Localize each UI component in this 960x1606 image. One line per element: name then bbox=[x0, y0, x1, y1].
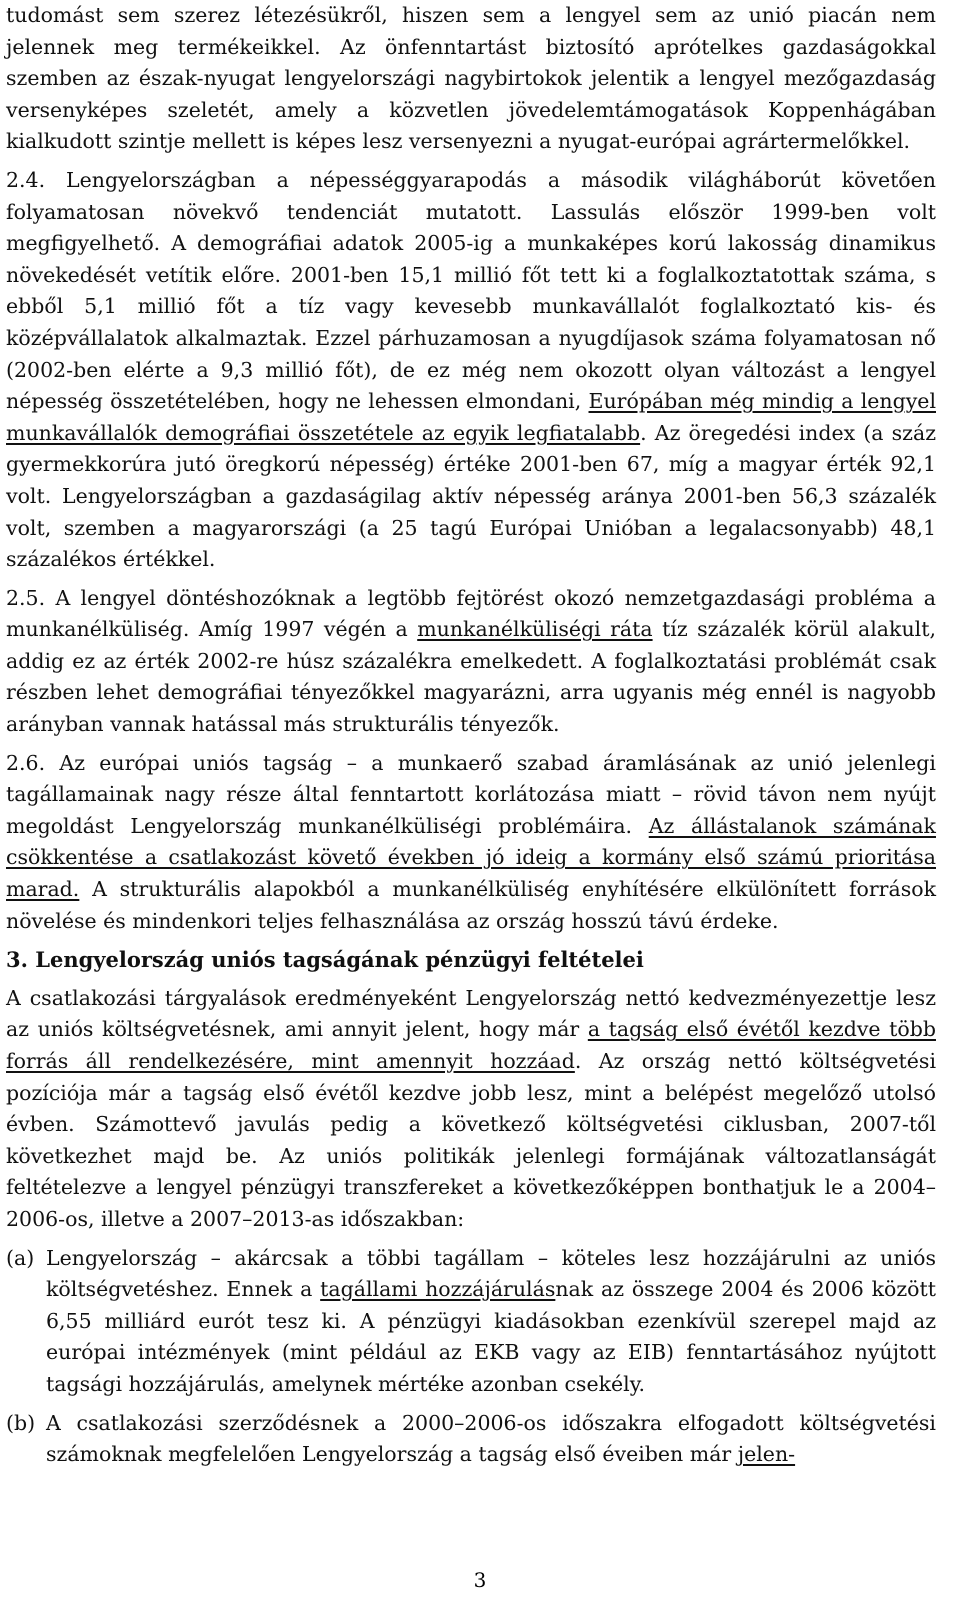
document-page bbox=[6, 0, 936, 1471]
text: A csatlakozási tárgyalások eredményeként Lengyelország nettó kedvezményezettje lesz az uniós költségvetésnek, ami annyit jelent, hogy már bbox=[6, 985, 936, 1042]
text: tíz százalék körül alakult, addig ez az érték 2002-re húsz százalékra emelkedett. A foglalkoztatási problémát csak részben lehet demográfiai tényezőkkel magyarázni, arra ugyanis még ennél is nagyobb arányban vannak hatással más strukturális tényezők. bbox=[6, 617, 936, 737]
page-number: 3 bbox=[473, 1568, 487, 1592]
list-label: (b) bbox=[6, 1410, 36, 1435]
section-3-heading: 3. Lengyelország uniós tagságának pénzügyi feltételei bbox=[6, 947, 644, 973]
section-2-6 bbox=[6, 748, 936, 938]
list-item-a bbox=[6, 1243, 936, 1401]
section-number: 2.4. bbox=[6, 167, 46, 192]
section-2-4 bbox=[6, 165, 936, 576]
text: Az európai uniós tagság – a munkaerő szabad áramlásának az unió jelenlegi tagállamainak nagy része által fenntartott korlátozása miatt – rövid távon nem nyújt megoldást Lengyelország munkanélküliségi problémáira. bbox=[6, 750, 936, 838]
underlined-text: jelen- bbox=[737, 1442, 796, 1467]
list-text bbox=[46, 1408, 936, 1471]
list-item-b bbox=[6, 1408, 936, 1471]
text: . Az ország nettó költségvetési pozíciója már a tagság első évétől kezdve jobb lesz, mint a belépést megelőző utolsó évben. Számottevő javulás pedig a következő költségvetési ciklusban, 2007-től következhet majd be. Az uniós politikák jelenlegi formájának változatlanságát feltételezve a lengyel pénzügyi transzfereket a következőképpen bonthatjuk le a 2004–2006-os, illetve a 2007–2013-as időszakban: bbox=[6, 1049, 936, 1231]
text: nak az összege 2004 és 2006 között 6,55 milliárd eurót tesz ki. A pénzügyi kiadásokban ezenkívül szerepel majd az európai intézmények (mint például az EKB vagy az EIB) fenntartásához nyújtott tagsági hozzájárulás, amelynek mértéke azonban csekély. bbox=[46, 1277, 936, 1396]
text: Lengyelországban a népességgyarapodás a második világháborút követően folyamatosan növekvő tendenciát mutatott. Lassulás először 1999-ben volt megfigyelhető. A demográfiai adatok 2005-ig a munkaképes korú lakosság dinamikus növekedését vetítik előre. 2001-ben 15,1 millió főt tett ki a foglalkoztatottak száma, s ebből 5,1 millió főt a tíz vagy kevesebb munkavállalót foglalkoztató kis- és középvállalatok alkalmaztak. Ezzel párhuzamosan a nyugdíjasok száma folyamatosan nő (2002-ben elérte a 9,3 millió főt), de ez még nem okozott olyan változást a lengyel népesség összetételében, hogy ne lehessen elmondani, bbox=[6, 167, 936, 414]
section-2-5 bbox=[6, 583, 936, 741]
text: A strukturális alapokból a munkanélküliség enyhítésére elkülönített források növelése és mindenkori teljes felhasználása az ország hosszú távú érdeke. bbox=[6, 877, 936, 933]
underlined-text: Európában még mindig a lengyel munkavállalók demográfiai összetétele az egyik legfiatalabb bbox=[6, 389, 936, 445]
section-3-body bbox=[6, 983, 936, 1236]
text: . Az öregedési index (a száz gyermekkorúra jutó öregkorú népesség) értéke 2001-ben 67, míg a magyar érték 92,1 volt. Lengyelországban a gazdaságilag aktív népesség aránya 2001-ben 56,3 százalék volt, szemben a magyarországi (a 25 tagú Európai Unióban a legalacsonyabb) 48,1 százalékos értékkel. bbox=[6, 420, 937, 572]
underlined-text: a tagság első évétől kezdve több forrás áll rendelkezésére, mint amennyit hozzáad bbox=[6, 1017, 936, 1073]
list-label: (a) bbox=[6, 1245, 35, 1270]
underlined-text: munkanélküliségi ráta bbox=[417, 617, 653, 642]
list-text bbox=[46, 1243, 936, 1401]
paragraph-intro: tudomást sem szerez létezésükről, hiszen sem a lengyel sem az unió piacán nem jelennek meg termékeikkel. Az önfenntartást biztosító aprótelkes gazdaságokkal szemben az észak-nyugat lengyelországi nagybirtokok jelentik a lengyel mezőgazdaság versenyképes szeletét, amely a közvetlen jövedelemtámogatások Koppenhágában kialkudott szintje mellett is képes lesz versenyezni a nyugat-európai agrártermelőkkel. bbox=[6, 3, 936, 154]
underlined-text: Az állástalanok számának csökkentése a csatlakozást követő években jó ideig a kormány első számú prioritása marad. bbox=[6, 813, 936, 902]
text: A csatlakozási szerződésnek a 2000–2006-os időszakra elfogadott költségvetési számoknak megfelelően Lengyelország a tagság első éveiben már bbox=[46, 1410, 936, 1467]
section-number: 2.6. bbox=[6, 750, 46, 775]
text: A lengyel döntéshozóknak a legtöbb fejtörést okozó nemzetgazdasági probléma a munkanélküliség. Amíg 1997 végén a bbox=[6, 585, 936, 642]
text: Lengyelország – akárcsak a többi tagállam – köteles lesz hozzájárulni az uniós költségvetéshez. Ennek a bbox=[46, 1245, 936, 1302]
section-number: 2.5. bbox=[6, 585, 46, 610]
underlined-text: tagállami hozzájárulás bbox=[320, 1277, 556, 1302]
